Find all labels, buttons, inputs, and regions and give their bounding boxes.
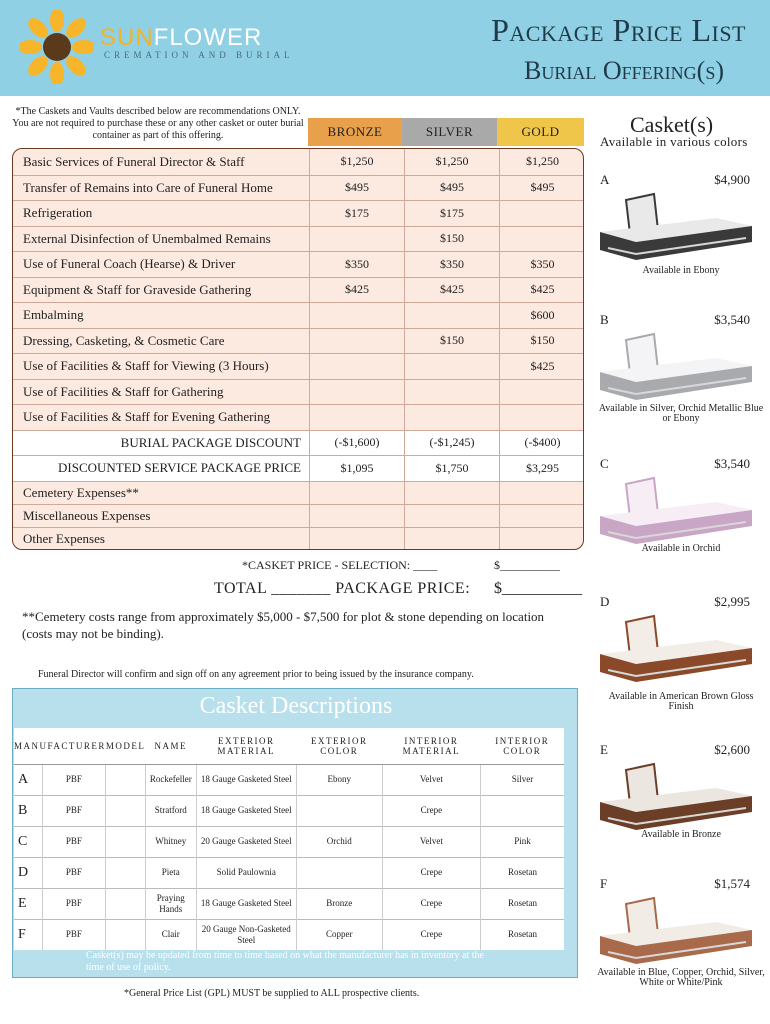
casket-price-label: *CASKET PRICE - SELECTION: ____ [242,558,438,572]
cemetery-note: **Cemetery costs range from approximately $5,000 - $7,500 for plot & stone depending on location (costs may not be binding). [22,609,545,641]
description-cell-int-material: Crepe [382,919,480,950]
header-exterior-color: EXTERIOR COLOR [296,728,382,764]
price-cell-gold [499,505,584,527]
description-cell-model [106,795,146,826]
casket-letter: F [600,876,608,891]
price-row [13,504,584,527]
price-cell-silver: $1,750 [404,456,499,481]
casket-availability: Available in Orchid [641,543,721,554]
price-cell-silver: $175 [404,201,499,226]
price-cell-bronze: $1,250 [309,149,404,175]
price-cell-silver: $1,250 [404,149,499,175]
description-cell-model [106,919,146,950]
description-cell-name: Stratford [145,795,196,826]
price-row [13,251,584,277]
description-cell-int-material: Velvet [382,826,480,857]
description-cell-name: Praying Hands [145,888,196,919]
price-cell-silver [404,405,499,430]
caskets-title: Casket(s) [630,112,714,137]
price-cell-bronze [309,505,404,527]
price-cell-gold: $150 [499,329,584,354]
price-row-label: Transfer of Remains into Care of Funeral Home [23,179,273,195]
description-cell-ext-color: Ebony [296,764,382,795]
price-row-label: Other Expenses [23,530,105,546]
casket-letter: D [14,857,42,888]
price-cell-gold: $1,250 [499,149,584,175]
price-row [13,149,584,175]
price-cell-bronze [309,354,404,379]
price-cell-silver [404,482,499,504]
price-cell-bronze: $175 [309,201,404,226]
price-cell-gold: $425 [499,354,584,379]
bronze-header: BRONZE [308,118,402,146]
price-cell-bronze [309,380,404,405]
price-row [13,353,584,379]
price-cell-gold [499,227,584,252]
header-manufacturer: MANUFACTURER [14,728,106,764]
header-name: NAME [145,728,196,764]
description-cell-int-color: Rosetan [480,919,564,950]
casket-price-blank[interactable]: $__________ [494,558,560,572]
casket-availability: Available in Bronze [641,829,721,840]
gold-header: GOLD [497,118,584,146]
price-cell-silver: (-$1,245) [404,431,499,456]
description-cell-manufacturer: PBF [42,826,106,857]
description-cell-ext-color: Orchid [296,826,382,857]
casket-descriptions-title: Casket Descriptions [199,693,393,719]
casket-price: $4,900 [714,172,750,187]
price-cell-gold: $425 [499,278,584,303]
price-row [13,481,584,504]
header-exterior-material: EXTERIOR MATERIAL [196,728,296,764]
price-row [13,200,584,226]
description-cell-ext-material: 18 Gauge Gasketed Steel [196,795,296,826]
caskets-subtitle: Available in various colors [600,134,748,149]
description-row [14,919,564,950]
price-row-label: External Disinfection of Unembalmed Remains [23,230,271,246]
price-cell-gold: $350 [499,252,584,277]
price-row [13,175,584,201]
sunflower-icon [20,10,94,84]
description-cell-int-color [480,795,564,826]
description-row [14,795,564,826]
price-row-label: Use of Facilities & Staff for Viewing (3 Hours) [23,358,269,374]
director-note: Funeral Director will confirm and sign off on any agreement prior to being issued by the insurance company. [38,669,474,680]
price-row [13,379,584,405]
description-row [14,888,564,919]
price-row [13,302,584,328]
description-cell-manufacturer: PBF [42,795,106,826]
price-row [13,404,584,430]
header-banner [0,0,770,96]
total-price-blank[interactable]: $__________ [494,580,582,597]
price-row-label: Dressing, Casketing, & Cosmetic Care [23,332,225,348]
page-title: Package Price List [491,12,746,48]
price-cell-bronze [309,405,404,430]
description-cell-int-color: Rosetan [480,888,564,919]
price-row [13,277,584,303]
price-cell-gold: $495 [499,176,584,201]
price-cell-bronze [309,528,404,550]
casket-image [596,762,756,832]
price-row [13,430,584,456]
price-cell-bronze [309,227,404,252]
casket-letter: C [14,826,42,857]
casket-letter: E [14,888,42,919]
description-cell-int-material: Crepe [382,857,480,888]
description-cell-manufacturer: PBF [42,919,106,950]
price-cell-bronze [309,482,404,504]
price-row-label: Miscellaneous Expenses [23,507,151,523]
casket-letter: A [14,764,42,795]
casket-letter: D [600,594,610,609]
price-cell-silver: $150 [404,227,499,252]
price-row-label: Use of Facilities & Staff for Gathering [23,383,224,399]
price-cell-bronze [309,329,404,354]
price-row-label: Basic Services of Funeral Director & Staff [23,153,245,169]
price-cell-silver [404,354,499,379]
casket-price: $3,540 [714,456,750,471]
price-cell-silver: $350 [404,252,499,277]
price-cell-bronze: $425 [309,278,404,303]
casket-letter: C [600,456,609,471]
price-row [13,226,584,252]
description-cell-ext-material: 18 Gauge Gasketed Steel [196,888,296,919]
casket-image [596,332,756,402]
description-cell-name: Rockefeller [145,764,196,795]
casket-price: $3,540 [714,312,750,327]
price-row-label: Use of Facilities & Staff for Evening Gathering [23,409,271,425]
price-row-label: DISCOUNTED SERVICE PACKAGE PRICE [58,460,301,476]
descriptions-footer: Casket(s) may be updated from time to time based on what the manufacturer has in inventory at the time of use of policy. [86,950,484,973]
header-model: MODEL [106,728,146,764]
logo-wordmark: SUNFLOWER [100,24,263,51]
logo-tagline: CREMATION AND BURIAL [104,50,294,60]
recommendation-note: *The Caskets and Vaults described below are recommendations ONLY. You are not required to purchase these or any other casket or outer burial container as part of this offering. [12,106,304,141]
description-cell-manufacturer: PBF [42,888,106,919]
price-cell-silver [404,380,499,405]
price-row [13,455,584,481]
description-cell-int-color: Pink [480,826,564,857]
description-cell-name: Whitney [145,826,196,857]
price-cell-bronze: $495 [309,176,404,201]
price-cell-bronze: $1,095 [309,456,404,481]
price-row-label: Use of Funeral Coach (Hearse) & Driver [23,256,236,272]
casket-price: $1,574 [714,876,750,891]
casket-descriptions-table [14,728,564,950]
price-row-label: Refrigeration [23,205,93,221]
casket-image [596,614,756,684]
price-cell-gold [499,528,584,550]
price-cell-gold [499,405,584,430]
price-cell-bronze: (-$1,600) [309,431,404,456]
casket-availability: Available in Ebony [642,265,720,276]
description-cell-ext-color: Bronze [296,888,382,919]
casket-availability: Available in Silver, Orchid Metallic Blue or Ebony [598,403,764,424]
description-cell-name: Clair [145,919,196,950]
description-row [14,764,564,795]
casket-letter: F [14,919,42,950]
casket-price: $2,995 [714,594,750,609]
description-row [14,826,564,857]
price-cell-silver [404,505,499,527]
casket-letter: A [600,172,610,187]
price-rows [12,148,584,550]
description-cell-name: Pieta [145,857,196,888]
description-cell-ext-material: Solid Paulownia [196,857,296,888]
description-cell-model [106,826,146,857]
description-cell-manufacturer: PBF [42,764,106,795]
description-cell-ext-color [296,857,382,888]
price-row-label: Cemetery Expenses** [23,484,139,500]
price-cell-gold: (-$400) [499,431,584,456]
description-cell-int-material: Crepe [382,888,480,919]
price-cell-gold [499,380,584,405]
price-row-label: Equipment & Staff for Graveside Gathering [23,281,252,297]
gpl-note: *General Price List (GPL) MUST be supplied to ALL prospective clients. [124,988,420,999]
description-cell-ext-material: 20 Gauge Gasketed Steel [196,826,296,857]
price-cell-silver [404,528,499,550]
description-cell-model [106,764,146,795]
casket-image [596,896,756,966]
description-cell-ext-material: 18 Gauge Gasketed Steel [196,764,296,795]
casket-letter: B [600,312,609,327]
price-cell-gold [499,201,584,226]
price-cell-silver: $425 [404,278,499,303]
price-cell-gold [499,482,584,504]
description-cell-ext-color: Copper [296,919,382,950]
price-row-label: BURIAL PACKAGE DISCOUNT [120,434,301,450]
description-cell-model [106,857,146,888]
total-label: TOTAL _______ PACKAGE PRICE: [214,580,471,597]
description-cell-manufacturer: PBF [42,857,106,888]
price-cell-bronze: $350 [309,252,404,277]
description-cell-int-material: Crepe [382,795,480,826]
price-row [13,328,584,354]
description-cell-ext-color [296,795,382,826]
description-cell-int-color: Silver [480,764,564,795]
page-subtitle: Burial Offering(s) [524,56,724,85]
price-cell-bronze [309,303,404,328]
header-interior-material: INTERIOR MATERIAL [382,728,480,764]
casket-image [596,192,756,262]
price-cell-silver [404,303,499,328]
casket-letter: E [600,742,608,757]
description-cell-int-material: Velvet [382,764,480,795]
price-cell-silver: $495 [404,176,499,201]
casket-image [596,476,756,546]
description-cell-int-color: Rosetan [480,857,564,888]
casket-availability: Available in Blue, Copper, Orchid, Silver, White or White/Pink [597,967,765,988]
price-cell-gold: $600 [499,303,584,328]
price-cell-gold: $3,295 [499,456,584,481]
casket-price: $2,600 [714,742,750,757]
silver-header: SILVER [402,118,497,146]
description-cell-model [106,888,146,919]
price-row-label: Embalming [23,307,84,323]
casket-availability: Available in American Brown Gloss Finish [608,691,754,712]
casket-letter: B [14,795,42,826]
price-cell-silver: $150 [404,329,499,354]
price-row [13,527,584,550]
header-interior-color: INTERIOR COLOR [480,728,564,764]
description-row [14,857,564,888]
description-cell-ext-material: 20 Gauge Non-Gasketed Steel [196,919,296,950]
